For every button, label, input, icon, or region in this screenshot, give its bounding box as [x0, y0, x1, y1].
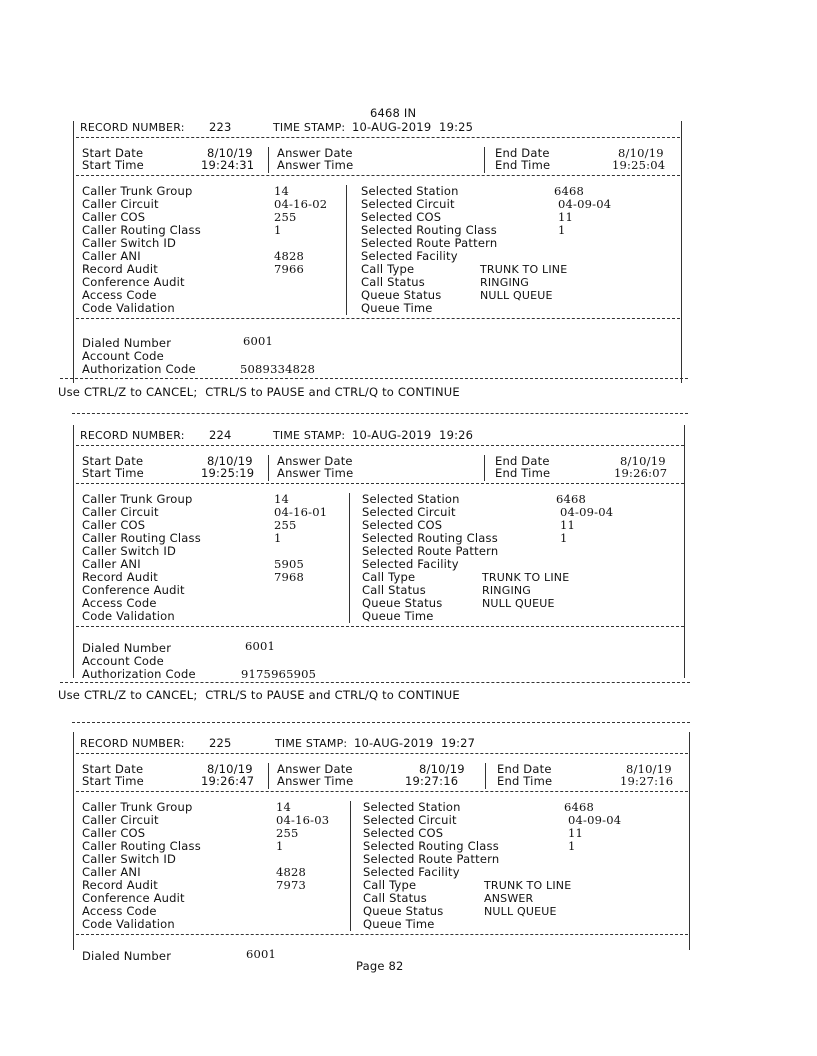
selected-route-pattern-label: Selected Route Pattern — [363, 852, 500, 866]
start-date-label: Start Date — [82, 454, 144, 468]
record-number: 223 — [209, 120, 232, 134]
caller-circuit-label: Caller Circuit — [82, 813, 159, 827]
conference-audit-label: Conference Audit — [82, 583, 185, 597]
authorization-code: 9175965905 — [241, 667, 317, 681]
end-time: 19:25:04 — [612, 158, 666, 172]
call-status-label: Call Status — [363, 891, 427, 905]
answer-date: 8/10/19 — [419, 762, 465, 776]
time-stamp-label: TIME STAMP: — [275, 737, 348, 750]
call-type: TRUNK TO LINE — [484, 879, 572, 892]
selected-circuit: 04-09-04 — [560, 505, 614, 519]
start-time-label: Start Time — [82, 158, 144, 172]
caller-ani: 5905 — [274, 557, 305, 571]
queue-status: NULL QUEUE — [480, 289, 553, 302]
selected-route-pattern-label: Selected Route Pattern — [361, 236, 498, 250]
dialed-number-label: Dialed Number — [82, 336, 172, 350]
queue-status: NULL QUEUE — [482, 597, 555, 610]
start-time-label: Start Time — [82, 466, 144, 480]
record-number-label: RECORD NUMBER: — [80, 737, 185, 750]
header-station: 6468 IN — [370, 106, 417, 120]
end-date-label: End Date — [495, 454, 550, 468]
selected-station: 6468 — [564, 800, 595, 814]
caller-trunk-group: 14 — [274, 184, 290, 198]
caller-switch-id-label: Caller Switch ID — [82, 852, 177, 866]
caller-circuit: 04-16-01 — [274, 505, 328, 519]
caller-circuit: 04-16-03 — [276, 813, 330, 827]
call-type-label: Call Type — [362, 570, 416, 584]
end-date-label: End Date — [497, 762, 552, 776]
selected-routing-class: 1 — [560, 531, 568, 545]
caller-ani: 4828 — [274, 249, 305, 263]
time-stamp-label: TIME STAMP: — [273, 429, 346, 442]
account-code-label: Account Code — [82, 654, 164, 668]
caller-ani-label: Caller ANI — [82, 557, 141, 571]
answer-time-label: Answer Time — [277, 466, 354, 480]
queue-status-label: Queue Status — [361, 288, 442, 302]
end-date: 8/10/19 — [620, 454, 666, 468]
queue-status: NULL QUEUE — [484, 905, 557, 918]
start-time: 19:26:47 — [201, 774, 255, 788]
queue-status-label: Queue Status — [362, 596, 443, 610]
selected-circuit-label: Selected Circuit — [361, 197, 455, 211]
caller-cos-label: Caller COS — [82, 518, 146, 532]
caller-cos: 255 — [276, 826, 299, 840]
caller-routing-class: 1 — [276, 839, 284, 853]
selected-station-label: Selected Station — [362, 492, 460, 506]
selected-cos: 11 — [558, 210, 574, 224]
selected-cos: 11 — [560, 518, 576, 532]
caller-ani-label: Caller ANI — [82, 865, 141, 879]
caller-cos: 255 — [274, 518, 297, 532]
continue-message: Use CTRL/Z to CANCEL; CTRL/S to PAUSE and CTRL/Q to CONTINUE — [58, 385, 460, 399]
record-audit-label: Record Audit — [82, 878, 158, 892]
authorization-code-label: Authorization Code — [82, 362, 196, 376]
call-type-label: Call Type — [361, 262, 415, 276]
record-audit: 7966 — [274, 262, 305, 276]
caller-routing-class: 1 — [274, 531, 282, 545]
caller-cos-label: Caller COS — [82, 210, 146, 224]
caller-ani: 4828 — [276, 865, 307, 879]
continue-message: Use CTRL/Z to CANCEL; CTRL/S to PAUSE and CTRL/Q to CONTINUE — [58, 688, 460, 702]
selected-circuit-label: Selected Circuit — [362, 505, 456, 519]
selected-cos-label: Selected COS — [361, 210, 442, 224]
caller-circuit-label: Caller Circuit — [82, 197, 159, 211]
selected-routing-class: 1 — [568, 839, 576, 853]
selected-circuit: 04-09-04 — [568, 813, 622, 827]
start-date: 8/10/19 — [207, 454, 253, 468]
authorization-code-label: Authorization Code — [82, 667, 196, 681]
time-stamp: 10-AUG-2019 19:25 — [352, 120, 474, 134]
record-number-label: RECORD NUMBER: — [80, 121, 185, 134]
caller-cos-label: Caller COS — [82, 826, 146, 840]
call-status: ANSWER — [484, 892, 534, 905]
page-number: Page 82 — [356, 959, 404, 973]
call-status: RINGING — [480, 276, 530, 289]
record-audit: 7968 — [274, 570, 305, 584]
time-stamp: 10-AUG-2019 19:27 — [354, 736, 476, 750]
selected-station-label: Selected Station — [361, 184, 459, 198]
caller-trunk-group: 14 — [274, 492, 290, 506]
start-date-label: Start Date — [82, 762, 144, 776]
end-time-label: End Time — [495, 158, 551, 172]
caller-switch-id-label: Caller Switch ID — [82, 236, 177, 250]
start-date: 8/10/19 — [207, 762, 253, 776]
caller-trunk-group-label: Caller Trunk Group — [82, 800, 193, 814]
selected-routing-class-label: Selected Routing Class — [361, 223, 497, 237]
start-time: 19:24:31 — [201, 158, 255, 172]
queue-time-label: Queue Time — [361, 301, 433, 315]
caller-cos: 255 — [274, 210, 297, 224]
selected-station: 6468 — [554, 184, 585, 198]
call-status: RINGING — [482, 584, 532, 597]
start-time: 19:25:19 — [201, 466, 255, 480]
selected-cos-label: Selected COS — [362, 518, 443, 532]
start-date-label: Start Date — [82, 146, 144, 160]
end-time: 19:26:07 — [614, 466, 668, 480]
record-audit-label: Record Audit — [82, 570, 158, 584]
caller-routing-class-label: Caller Routing Class — [82, 531, 201, 545]
caller-routing-class-label: Caller Routing Class — [82, 223, 201, 237]
access-code-label: Access Code — [82, 596, 157, 610]
access-code-label: Access Code — [82, 904, 157, 918]
start-time-label: Start Time — [82, 774, 144, 788]
selected-station: 6468 — [556, 492, 587, 506]
start-date: 8/10/19 — [207, 146, 253, 160]
account-code-label: Account Code — [82, 349, 164, 363]
record-number-label: RECORD NUMBER: — [80, 429, 185, 442]
end-date-label: End Date — [495, 146, 550, 160]
caller-routing-class: 1 — [274, 223, 282, 237]
dialed-number: 6001 — [245, 639, 276, 653]
conference-audit-label: Conference Audit — [82, 275, 185, 289]
dialed-number: 6001 — [246, 947, 277, 961]
caller-circuit-label: Caller Circuit — [82, 505, 159, 519]
time-stamp: 10-AUG-2019 19:26 — [352, 428, 474, 442]
selected-routing-class: 1 — [558, 223, 566, 237]
answer-date-label: Answer Date — [277, 146, 353, 160]
call-type: TRUNK TO LINE — [480, 263, 568, 276]
authorization-code: 5089334828 — [240, 362, 316, 376]
selected-facility-label: Selected Facility — [361, 249, 458, 263]
queue-time-label: Queue Time — [362, 609, 434, 623]
caller-switch-id-label: Caller Switch ID — [82, 544, 177, 558]
selected-circuit-label: Selected Circuit — [363, 813, 457, 827]
selected-facility-label: Selected Facility — [362, 557, 459, 571]
call-status-label: Call Status — [362, 583, 426, 597]
answer-time: 19:27:16 — [405, 774, 459, 788]
selected-circuit: 04-09-04 — [558, 197, 612, 211]
dialed-number: 6001 — [243, 334, 274, 348]
end-time: 19:27:16 — [620, 774, 674, 788]
selected-routing-class-label: Selected Routing Class — [362, 531, 498, 545]
answer-date-label: Answer Date — [277, 762, 353, 776]
record-audit: 7973 — [276, 878, 307, 892]
call-type-label: Call Type — [363, 878, 417, 892]
record-number: 225 — [209, 736, 232, 750]
code-validation-label: Code Validation — [82, 301, 175, 315]
end-time-label: End Time — [495, 466, 551, 480]
time-stamp-label: TIME STAMP: — [273, 121, 346, 134]
selected-routing-class-label: Selected Routing Class — [363, 839, 499, 853]
selected-cos: 11 — [568, 826, 584, 840]
code-validation-label: Code Validation — [82, 917, 175, 931]
dialed-number-label: Dialed Number — [82, 949, 172, 963]
caller-ani-label: Caller ANI — [82, 249, 141, 263]
caller-trunk-group-label: Caller Trunk Group — [82, 184, 193, 198]
record-audit-label: Record Audit — [82, 262, 158, 276]
selected-cos-label: Selected COS — [363, 826, 444, 840]
call-status-label: Call Status — [361, 275, 425, 289]
queue-status-label: Queue Status — [363, 904, 444, 918]
record-number: 224 — [209, 428, 232, 442]
caller-routing-class-label: Caller Routing Class — [82, 839, 201, 853]
queue-time-label: Queue Time — [363, 917, 435, 931]
caller-trunk-group-label: Caller Trunk Group — [82, 492, 193, 506]
call-type: TRUNK TO LINE — [482, 571, 570, 584]
selected-facility-label: Selected Facility — [363, 865, 460, 879]
conference-audit-label: Conference Audit — [82, 891, 185, 905]
selected-route-pattern-label: Selected Route Pattern — [362, 544, 499, 558]
end-date: 8/10/19 — [618, 146, 664, 160]
dialed-number-label: Dialed Number — [82, 641, 172, 655]
access-code-label: Access Code — [82, 288, 157, 302]
selected-station-label: Selected Station — [363, 800, 461, 814]
end-time-label: End Time — [497, 774, 553, 788]
caller-trunk-group: 14 — [276, 800, 292, 814]
caller-circuit: 04-16-02 — [274, 197, 328, 211]
end-date: 8/10/19 — [626, 762, 672, 776]
answer-time-label: Answer Time — [277, 158, 354, 172]
answer-date-label: Answer Date — [277, 454, 353, 468]
code-validation-label: Code Validation — [82, 609, 175, 623]
answer-time-label: Answer Time — [277, 774, 354, 788]
